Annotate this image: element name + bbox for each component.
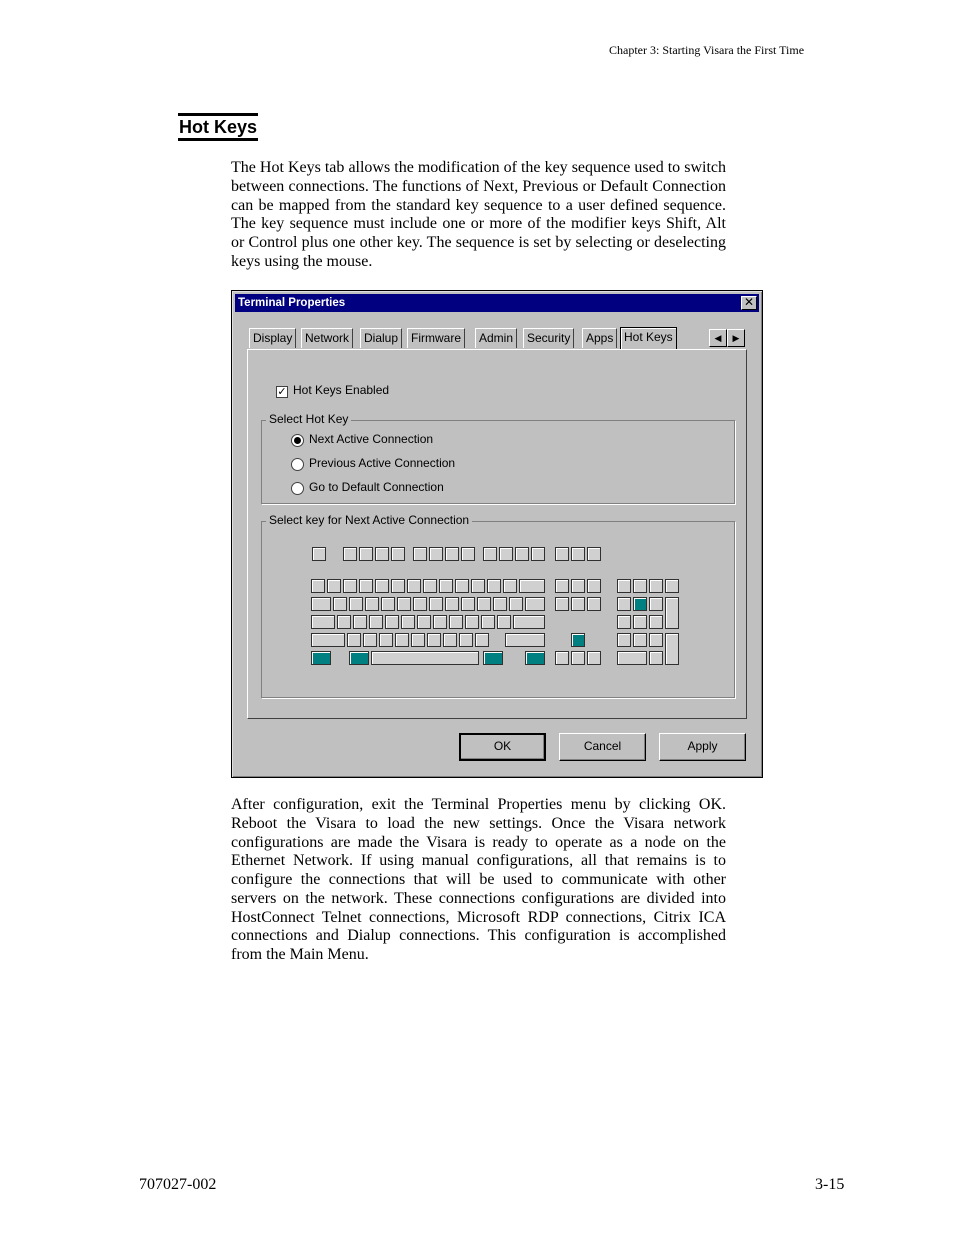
keyboard-key[interactable] — [455, 579, 469, 593]
keyboard-key[interactable] — [445, 597, 459, 611]
keyboard-key[interactable] — [633, 615, 647, 629]
keyboard-key[interactable] — [312, 547, 326, 561]
hotkeys-enabled-checkbox[interactable]: ✓ — [277, 386, 287, 398]
keyboard-key[interactable] — [515, 547, 529, 561]
keyboard-key[interactable] — [465, 615, 479, 629]
keyboard-key[interactable] — [401, 615, 415, 629]
keyboard-key[interactable] — [497, 615, 511, 629]
keyboard-key[interactable] — [411, 633, 425, 647]
keyboard-key[interactable] — [633, 579, 647, 593]
tab-hot-keys[interactable]: Hot Keys — [620, 327, 677, 349]
keyboard-key[interactable] — [359, 547, 373, 561]
keyboard-key[interactable] — [509, 597, 523, 611]
tab-scroll-right-icon[interactable]: ▶ — [727, 329, 745, 347]
keyboard-key[interactable] — [587, 597, 601, 611]
keyboard-key[interactable] — [649, 633, 663, 647]
keyboard-key[interactable] — [519, 579, 545, 593]
apply-button[interactable]: Apply — [659, 733, 746, 761]
keyboard-key[interactable] — [365, 597, 379, 611]
keyboard-key[interactable] — [443, 633, 457, 647]
keyboard-key[interactable] — [649, 615, 663, 629]
keyboard-key[interactable] — [477, 597, 491, 611]
keyboard-key[interactable] — [333, 597, 347, 611]
keyboard-key[interactable] — [375, 547, 389, 561]
radio-next-active-label: Next Active Connection — [309, 432, 434, 446]
hotkeys-enabled-label: Hot Keys Enabled — [293, 383, 390, 397]
keyboard-key[interactable] — [617, 651, 647, 665]
keyboard-key[interactable] — [499, 547, 513, 561]
keyboard-key[interactable] — [617, 633, 631, 647]
radio-previous-active[interactable] — [291, 458, 304, 471]
intro-paragraph: The Hot Keys tab allows the modification of the key sequence used to switch between connections. The functions of Next, Previous or Default Connection can be mapped from the standard key sequence to a user defined sequence. The key sequence must include one or more of the modifier keys Shift, Alt or Control plus one other key. The sequence is set by selecting or deselecting keys using the mouse. — [231, 159, 726, 270]
terminal-properties-dialog — [231, 290, 763, 778]
keyboard-key[interactable] — [513, 615, 545, 629]
tab-security[interactable]: Security — [523, 328, 574, 348]
keyboard-key[interactable] — [379, 633, 393, 647]
keyboard-key[interactable] — [555, 597, 569, 611]
tab-firmware[interactable]: Firmware — [407, 328, 465, 348]
radio-previous-active-label: Previous Active Connection — [309, 456, 456, 470]
keyboard-key[interactable] — [461, 547, 475, 561]
ok-button[interactable]: OK — [459, 733, 546, 761]
keyboard-key[interactable] — [391, 579, 405, 593]
keyboard-key[interactable] — [493, 597, 507, 611]
radio-go-to-default[interactable] — [291, 482, 304, 495]
keyboard-key[interactable] — [665, 633, 679, 665]
keyboard-key[interactable] — [555, 651, 569, 665]
select-hot-key-legend: Select Hot Key — [266, 412, 351, 426]
dialog-title: Terminal Properties — [238, 297, 346, 309]
keyboard-key[interactable] — [385, 615, 399, 629]
select-hot-key-group — [261, 412, 735, 504]
keyboard-key[interactable] — [347, 633, 361, 647]
keyboard-key[interactable] — [571, 579, 585, 593]
keyboard-key[interactable] — [587, 651, 601, 665]
keyboard-key[interactable] — [475, 633, 489, 647]
keyboard-key[interactable] — [439, 579, 453, 593]
keyboard-key[interactable] — [413, 547, 427, 561]
keyboard-key[interactable] — [343, 547, 357, 561]
page-number: 3-15 — [815, 1176, 845, 1193]
key-select-legend: Select key for Next Active Connection — [266, 513, 472, 527]
keyboard-key[interactable] — [371, 651, 479, 665]
keyboard-key[interactable] — [617, 615, 631, 629]
keyboard-key[interactable] — [459, 633, 473, 647]
tab-dialup[interactable]: Dialup — [360, 328, 402, 348]
keyboard-key[interactable] — [381, 597, 395, 611]
keyboard-key[interactable] — [571, 651, 585, 665]
keyboard-key[interactable] — [505, 633, 545, 647]
radio-go-to-default-label: Go to Default Connection — [309, 480, 444, 494]
keyboard-key[interactable] — [327, 579, 341, 593]
keyboard-key[interactable] — [369, 615, 383, 629]
keyboard-key[interactable] — [461, 597, 475, 611]
after-paragraph: After configuration, exit the Terminal Properties menu by clicking OK. Reboot the Visara to load the new settings. Once the Visara network configurations are made the Visara is ready to operate as a node on the Ethernet Network. If using manual configurations, all that remains is to configure the connections that will be used to communicate with other servers on the network. These connections configurations are divided into HostConnect Telnet connections, Microsoft RDP connections, Citrix ICA connections and Dialup connections. This configuration is accomplished from the Main Menu. — [231, 796, 726, 963]
selected-key[interactable] — [349, 651, 369, 665]
key-select-group — [261, 513, 735, 698]
keyboard-key[interactable] — [337, 615, 351, 629]
selected-key[interactable] — [571, 633, 585, 647]
tab-scroll-left-icon[interactable]: ◀ — [709, 329, 727, 347]
keyboard-key[interactable] — [397, 597, 411, 611]
keyboard-key[interactable] — [349, 597, 363, 611]
keyboard-key[interactable] — [571, 597, 585, 611]
keyboard-key[interactable] — [395, 633, 409, 647]
keyboard-key[interactable] — [665, 579, 679, 593]
chapter-header: Chapter 3: Starting Visara the First Time — [609, 43, 805, 57]
cancel-button[interactable]: Cancel — [559, 733, 646, 761]
keyboard-key[interactable] — [429, 597, 443, 611]
keyboard-key[interactable] — [407, 579, 421, 593]
keyboard-key[interactable] — [391, 547, 405, 561]
selected-key[interactable] — [633, 597, 647, 611]
keyboard-key[interactable] — [353, 615, 367, 629]
keyboard-key[interactable] — [433, 615, 447, 629]
keyboard-key[interactable] — [311, 579, 325, 593]
keyboard-key[interactable] — [311, 633, 345, 647]
keyboard-key[interactable] — [311, 597, 331, 611]
keyboard-key[interactable] — [343, 579, 357, 593]
tab-display[interactable]: Display — [249, 328, 296, 348]
keyboard-key[interactable] — [649, 579, 663, 593]
keyboard-key[interactable] — [617, 597, 631, 611]
keyboard-key[interactable] — [429, 547, 443, 561]
keyboard-key[interactable] — [525, 597, 545, 611]
keyboard-key[interactable] — [359, 579, 373, 593]
section-title: Hot Keys — [178, 113, 258, 141]
keyboard-key[interactable] — [571, 547, 585, 561]
doc-number: 707027-002 — [139, 1176, 217, 1193]
keyboard-key[interactable] — [481, 615, 495, 629]
keyboard-key[interactable] — [413, 597, 427, 611]
keyboard-key[interactable] — [587, 547, 601, 561]
keyboard-key[interactable] — [445, 547, 459, 561]
dialog-titlebar — [235, 294, 759, 312]
keyboard-key[interactable] — [471, 579, 485, 593]
keyboard-key[interactable] — [633, 633, 647, 647]
keyboard-key[interactable] — [375, 579, 389, 593]
keyboard-key[interactable] — [363, 633, 377, 647]
radio-next-active[interactable] — [291, 434, 304, 447]
tab-admin[interactable]: Admin — [475, 328, 517, 348]
close-icon[interactable]: ✕ — [741, 296, 757, 310]
keyboard-key[interactable] — [311, 615, 335, 629]
keyboard-key[interactable] — [617, 579, 631, 593]
keyboard-key[interactable] — [417, 615, 431, 629]
selected-key[interactable] — [483, 651, 503, 665]
keyboard-key[interactable] — [427, 633, 441, 647]
keyboard-key[interactable] — [555, 579, 569, 593]
keyboard-key[interactable] — [587, 579, 601, 593]
keyboard-key[interactable] — [423, 579, 437, 593]
keyboard-key[interactable] — [531, 547, 545, 561]
tab-network[interactable]: Network — [301, 328, 353, 348]
keyboard-key[interactable] — [503, 579, 517, 593]
keyboard-key[interactable] — [649, 597, 663, 611]
keyboard-key[interactable] — [483, 547, 497, 561]
keyboard-key[interactable] — [449, 615, 463, 629]
selected-key[interactable] — [525, 651, 545, 665]
keyboard-key[interactable] — [555, 547, 569, 561]
keyboard-key[interactable] — [649, 651, 663, 665]
selected-key[interactable] — [311, 651, 331, 665]
keyboard-key[interactable] — [487, 579, 501, 593]
hot-keys-panel — [247, 349, 747, 719]
tab-apps[interactable]: Apps — [582, 328, 617, 348]
keyboard-key[interactable] — [665, 597, 679, 629]
